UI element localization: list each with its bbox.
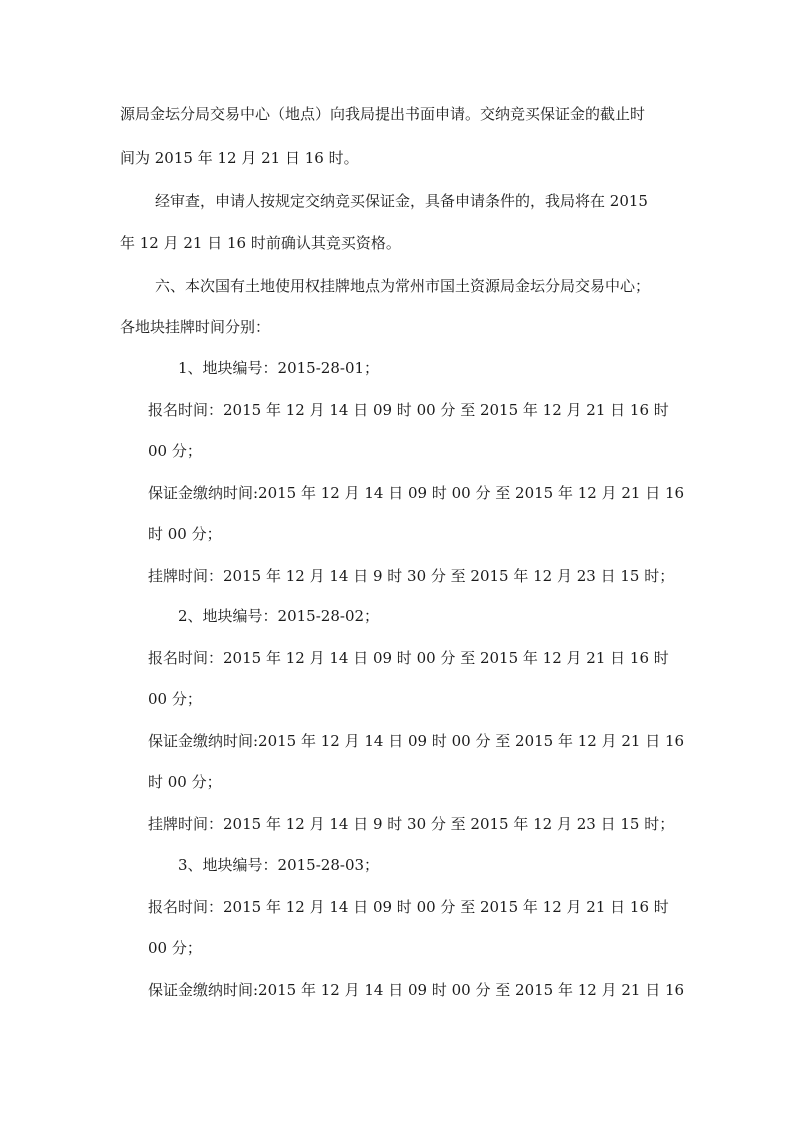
text-line: 报名时间：2015 年 12 月 14 日 09 时 00 分 至 2015 年 12 月 21 日 16 时 [148,401,669,419]
text-line: 00 分； [148,442,202,460]
text-line: 报名时间：2015 年 12 月 14 日 09 时 00 分 至 2015 年 12 月 21 日 16 时 [148,898,669,916]
text-line: 六、本次国有土地使用权挂牌地点为常州市国土资源局金坛分局交易中心； [155,277,651,295]
text-line: 保证金缴纳时间:2015 年 12 月 14 日 09 时 00 分 至 2015 年 12 月 21 日 16 [148,484,685,502]
text-line: 时 00 分； [148,773,222,791]
text-line: 年 12 月 21 日 16 时前确认其竞买资格。 [120,234,401,252]
text-line: 00 分； [148,939,202,957]
text-line: 各地块挂牌时间分别： [120,318,271,336]
plot-heading: 1、地块编号：2015-28-01； [178,359,380,377]
text-line: 00 分； [148,690,202,708]
text-line: 挂牌时间：2015 年 12 月 14 日 9 时 30 分 至 2015 年 12 月 23 日 15 时； [148,815,675,833]
text-line: 源局金坛分局交易中心（地点）向我局提出书面申请。交纳竞买保证金的截止时 [120,105,646,123]
text-line: 间为 2015 年 12 月 21 日 16 时。 [120,149,359,167]
text-line: 时 00 分； [148,525,222,543]
text-line: 报名时间：2015 年 12 月 14 日 09 时 00 分 至 2015 年 12 月 21 日 16 时 [148,649,669,667]
plot-heading: 2、地块编号：2015-28-02； [178,607,380,625]
text-line: 保证金缴纳时间:2015 年 12 月 14 日 09 时 00 分 至 2015 年 12 月 21 日 16 [148,981,685,999]
plot-heading: 3、地块编号：2015-28-03； [178,856,380,874]
text-line: 挂牌时间：2015 年 12 月 14 日 9 时 30 分 至 2015 年 12 月 23 日 15 时； [148,567,675,585]
text-line: 保证金缴纳时间:2015 年 12 月 14 日 09 时 00 分 至 2015 年 12 月 21 日 16 [148,732,685,750]
text-line: 经审查，申请人按规定交纳竞买保证金，具备申请条件的，我局将在 2015 [155,192,648,210]
